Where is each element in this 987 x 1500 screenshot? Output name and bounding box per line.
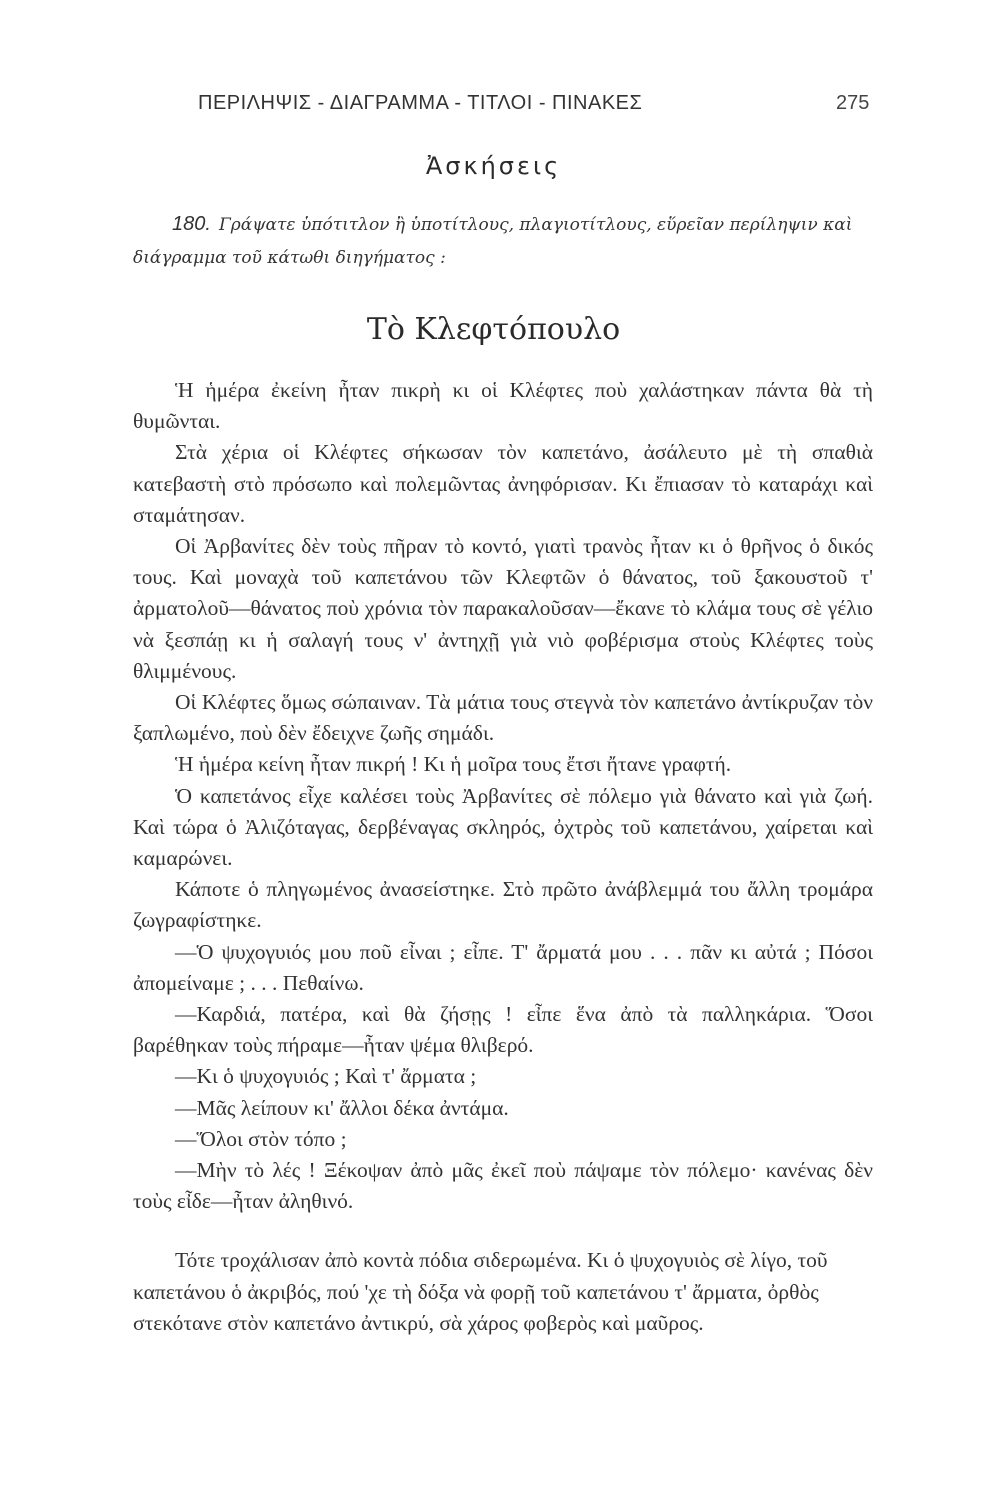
- story-body: [133, 375, 873, 1339]
- story-paragraph: Ἡ ἡμέρα κείνη ἦταν πικρή ! Κι ἡ μοῖρα τους ἔτσι ἤτανε γραφτή.: [175, 752, 732, 777]
- story-paragraph: Στὰ χέρια οἱ Κλέφτες σήκωσαν τὸν καπετάνο, ἀσάλευτο μὲ τὴ σπαθιὰ κατεβαστὴ στὸ πρόσωπο καὶ πολεμῶντας ἀνηφόρισαν. Κι ἔπιασαν τὸ καταράχι καὶ σταμάτησαν.: [133, 440, 873, 527]
- dialogue-line: —Μὴν τὸ λές ! Ξέκοψαν ἀπὸ μᾶς ἐκεῖ ποὺ πάψαμε τὸν πόλεμο· κανένας δὲν τοὺς εἶδε—ἦταν ἀληθινό.: [133, 1158, 873, 1214]
- exercise-number: 180.: [172, 213, 211, 235]
- story-title: Τὸ Κλεφτόπουλο: [366, 312, 621, 347]
- exercise-text: Γράψατε ὑπότιτλον ἢ ὑποτίτλους, πλαγιοτίτλους, εὕρεῖαν περίληψιν καὶ διάγραμμα τοῦ κάτωθι διηγήματος :: [133, 215, 853, 268]
- story-paragraph: Οἱ Κλέφτες ὅμως σώπαιναν. Τὰ μάτια τους στεγνὰ τὸν καπετάνο ἀντίκρυζαν τὸν ξαπλωμένο, ποὺ δὲν ἔδειχνε ζωῆς σημάδι.: [133, 690, 873, 746]
- story-paragraph: Οἱ Ἀρβανίτες δὲν τοὺς πῆραν τὸ κοντό, γιατὶ τρανὸς ἦταν κι ὁ θρῆνος ὁ δικός τους. Καὶ μοναχὰ τοῦ καπετάνου τῶν Κλεφτῶν ὁ θάνατος, τοῦ ξακουστοῦ τ' ἀρματολοῦ—θάνατος ποὺ χρόνια τὸν παρακαλοῦσαν—ἔκανε τὸ κλάμα τους σὲ γέλιο νὰ ξεσπάῃ κι ἡ σαλαγή τους ν' ἀντηχῇ γιὰ νιὸ φοβέρισμα στοὺς Κλέφτες τοὺς θλιμμένους.: [133, 534, 873, 683]
- section-title: Ἀσκήσεις: [425, 152, 562, 180]
- running-header-title: ΠΕΡΙΛΗΨΙΣ - ΔΙΑΓΡΑΜΜΑ - ΤΙΤΛΟΙ - ΠΙΝΑΚΕΣ: [198, 92, 643, 114]
- dialogue-line: —Μᾶς λείπουν κι' ἄλλοι δέκα ἀντάμα.: [175, 1095, 509, 1120]
- story-paragraph: Ἡ ἡμέρα ἐκείνη ἦταν πικρὴ κι οἱ Κλέφτες ποὺ χαλάστηκαν πάντα θὰ τὴ θυμῶνται.: [133, 378, 873, 434]
- dialogue-line: —Ὁ ψυχογυιός μου ποῦ εἶναι ; εἶπε. Τ' ἄρματά μου . . . πᾶν κι αὐτά ; Πόσοι ἀπομείναμε ; . . . Πεθαίνω.: [133, 939, 873, 995]
- exercise-instruction: [133, 208, 873, 275]
- story-paragraph: Τότε τροχάλισαν ἀπὸ κοντὰ πόδια σιδερωμένα. Κι ὁ ψυχογυιὸς σὲ λίγο, τοῦ καπετάνου ὁ ἀκριβός, πού 'χε τὴ δόξα νὰ φορῇ τοῦ καπετάνου τ' ἄρματα, ὀρθὸς στεκότανε στὸν καπετάνο ἀντικρύ, σὰ χάρος φοβερὸς καὶ μαῦρος.: [133, 1248, 828, 1335]
- story-paragraph: Ὁ καπετάνος εἶχε καλέσει τοὺς Ἀρβανίτες σὲ πόλεμο γιὰ θάνατο καὶ γιὰ ζωή. Καὶ τώρα ὁ Ἀλιζόταγας, δερβέναγας σκληρός, ὀχτρὸς τοῦ καπετάνου, χαίρεται καὶ καμαρώνει.: [133, 783, 873, 871]
- story-paragraph: Κάποτε ὁ πληγωμένος ἀνασείστηκε. Στὸ πρῶτο ἀνάβλεμμά του ἄλλη τρομάρα ζωγραφίστηκε.: [133, 877, 873, 933]
- page-number: 275: [836, 92, 870, 114]
- dialogue-line: —Καρδιά, πατέρα, καὶ θὰ ζήσῃς ! εἶπε ἕνα ἀπὸ τὰ παλληκάρια. Ὅσοι βαρέθηκαν τοὺς πήραμε—ἦταν ψέμα θλιβερό.: [133, 1002, 873, 1058]
- dialogue-line: —Ὅλοι στὸν τόπο ;: [175, 1126, 347, 1151]
- dialogue-line: —Κι ὁ ψυχογυιός ; Καὶ τ' ἄρματα ;: [175, 1064, 477, 1089]
